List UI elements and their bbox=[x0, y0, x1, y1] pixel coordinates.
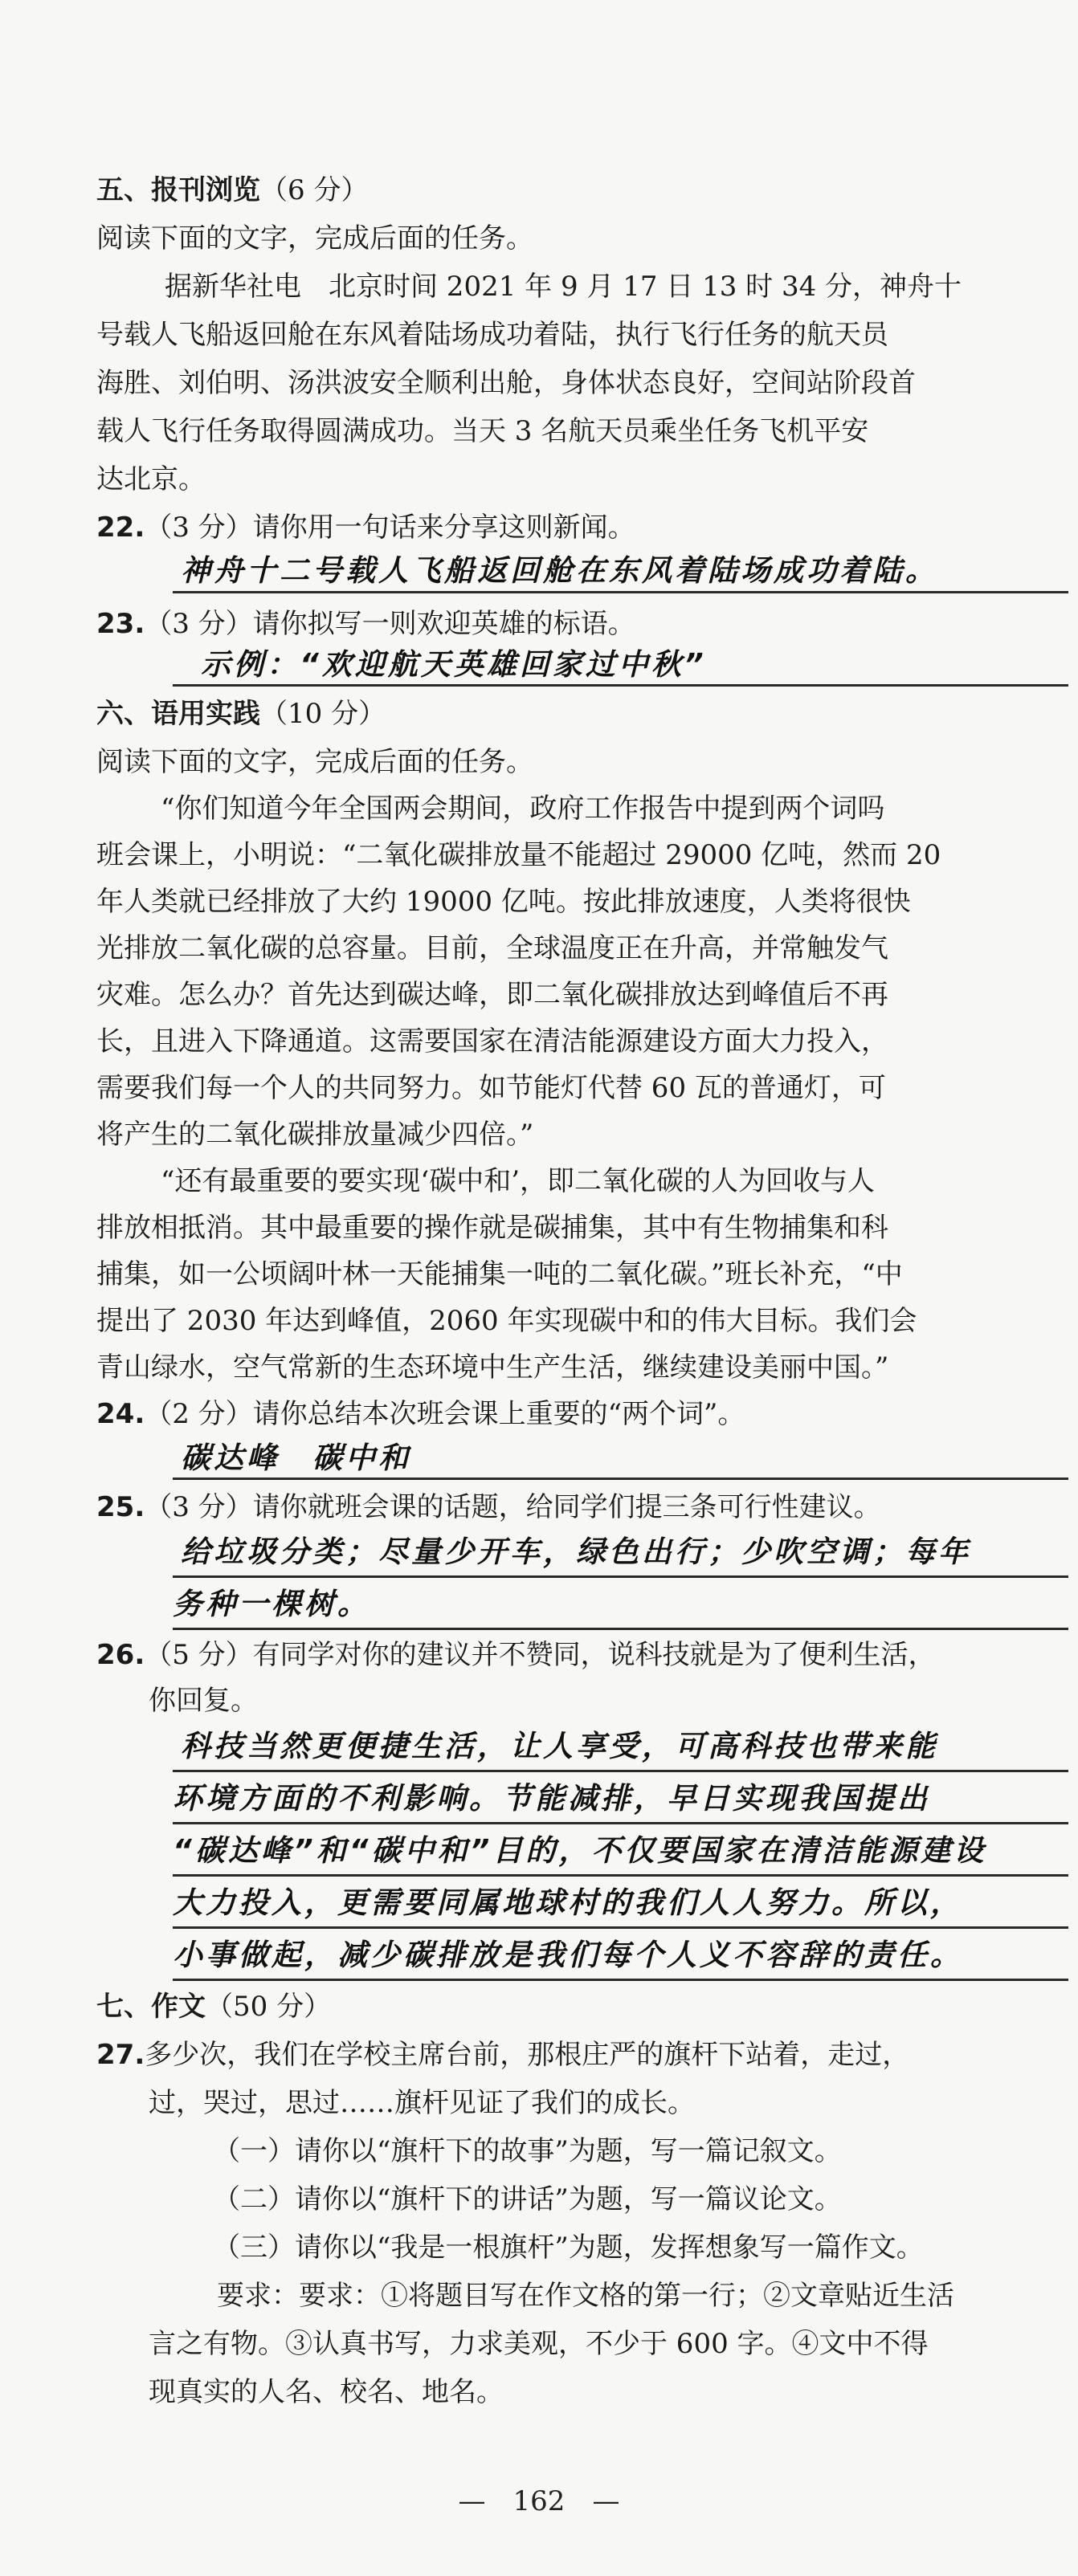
section7-title: 七、作文 bbox=[96, 1991, 206, 2023]
answer-26-line: 小事做起，减少碳排放是我们每个人义不容辞的责任。 bbox=[173, 1938, 963, 1972]
answer-line bbox=[173, 1770, 1068, 1772]
question-26 bbox=[96, 1635, 936, 1675]
section6-instruction: 阅读下面的文字，完成后面的任务。 bbox=[96, 746, 533, 778]
section6-title: 六、语用实践 bbox=[96, 698, 260, 730]
section5-instruction: 阅读下面的文字，完成后面的任务。 bbox=[96, 222, 533, 255]
question-text: （3 分）请你用一句话来分享这则新闻。 bbox=[145, 512, 635, 544]
passage-line: 班会课上，小明说：“二氧化碳排放量不能超过 29000 亿吨，然而 20 bbox=[96, 839, 941, 871]
news-line: 海胜、刘伯明、汤洪波安全顺利出舱，身体状态良好，空间站阶段首 bbox=[96, 367, 916, 399]
question-text: 多少次，我们在学校主席台前，那根庄严的旗杆下站着，走过， bbox=[145, 2039, 910, 2071]
question-number: 22. bbox=[96, 512, 145, 544]
passage-line: 年人类就已经排放了大约 19000 亿吨。按此排放速度，人类将很快 bbox=[96, 886, 911, 918]
passage-line: 需要我们每一个人的共同努力。如节能灯代替 60 瓦的普通灯，可 bbox=[96, 1072, 886, 1104]
essay-option: （三）请你以“我是一根旗杆”为题，发挥想象写一篇作文。 bbox=[213, 2232, 924, 2264]
question-27-line: 过，哭过，思过……旗杆见证了我们的成长。 bbox=[149, 2087, 695, 2119]
answer-line bbox=[173, 1628, 1068, 1630]
news-line: 载人飞行任务取得圆满成功。当天 3 名航天员乘坐任务飞机平安 bbox=[96, 415, 869, 447]
question-22 bbox=[96, 507, 635, 548]
question-25 bbox=[96, 1487, 881, 1527]
answer-line bbox=[173, 1575, 1068, 1578]
question-text: （3 分）请你拟写一则欢迎英雄的标语。 bbox=[145, 608, 635, 640]
passage-line: 长，且进入下降通道。这需要国家在清洁能源建设方面大力投入， bbox=[96, 1025, 888, 1058]
passage-line: “你们知道今年全国两会期间，政府工作报告中提到两个词吗 bbox=[161, 793, 885, 825]
passage-line: 排放相抵消。其中最重要的操作就是碳捕集，其中有生物捕集和科 bbox=[96, 1212, 888, 1244]
section6-score: （10 分） bbox=[260, 698, 386, 730]
essay-option: （一）请你以“旗杆下的故事”为题，写一篇记叙文。 bbox=[213, 2135, 842, 2167]
passage-line: “还有最重要的要实现‘碳中和’，即二氧化碳的人为回收与人 bbox=[161, 1165, 875, 1197]
passage-line: 青山绿水，空气常新的生态环境中生产生活，继续建设美丽中国。” bbox=[96, 1351, 889, 1384]
essay-option: （二）请你以“旗杆下的讲话”为题，写一篇议论文。 bbox=[213, 2183, 842, 2215]
question-text: （2 分）请你总结本次班会课上重要的“两个词”。 bbox=[145, 1398, 745, 1430]
essay-requirement: 现真实的人名、校名、地名。 bbox=[149, 2376, 504, 2408]
answer-26-line: “碳达峰”和“碳中和”目的，不仅要国家在清洁能源建设 bbox=[173, 1833, 987, 1868]
answer-line bbox=[173, 1926, 1068, 1929]
answer-line bbox=[173, 1822, 1068, 1824]
answer-26-line: 科技当然更便捷生活，让人享受，可高科技也带来能 bbox=[181, 1729, 938, 1763]
passage-line: 捕集，如一公顷阔叶林一天能捕集一吨的二氧化碳。”班长补充，“中 bbox=[96, 1258, 903, 1290]
question-23 bbox=[96, 604, 635, 644]
page-number: — 162 — bbox=[458, 2485, 620, 2517]
question-text: （5 分）有同学对你的建议并不赞同，说科技就是为了便利生活， bbox=[145, 1639, 936, 1671]
news-line: 号载人飞船返回舱在东风着陆场成功着陆，执行飞行任务的航天员 bbox=[96, 319, 888, 351]
answer-23: 示例：“欢迎航天英雄回家过中秋” bbox=[201, 647, 707, 682]
passage-line: 灾难。怎么办？首先达到碳达峰，即二氧化碳排放达到峰值后不再 bbox=[96, 979, 888, 1011]
passage-line: 将产生的二氧化碳排放量减少四倍。” bbox=[96, 1119, 534, 1151]
answer-26-line: 大力投入，更需要同属地球村的我们人人努力。所以， bbox=[173, 1885, 963, 1920]
answer-line bbox=[173, 1478, 1068, 1480]
section5-title: 五、报刊浏览 bbox=[96, 174, 260, 206]
section7-score: （50 分） bbox=[206, 1991, 332, 2023]
section5-score: （6 分） bbox=[260, 174, 369, 206]
answer-line bbox=[173, 684, 1068, 687]
passage-line: 提出了 2030 年达到峰值，2060 年实现碳中和的伟大目标。我们会 bbox=[96, 1305, 917, 1337]
news-line: 达北京。 bbox=[96, 463, 206, 495]
question-24 bbox=[96, 1394, 745, 1434]
question-26-continuation: 你回复。 bbox=[149, 1685, 258, 1717]
question-27 bbox=[96, 2035, 909, 2075]
question-number: 26. bbox=[96, 1639, 145, 1671]
answer-line bbox=[173, 591, 1068, 593]
answer-line bbox=[173, 1874, 1068, 1877]
question-number: 24. bbox=[96, 1398, 145, 1430]
essay-requirement: 言之有物。③认真书写，力求美观，不少于 600 字。④文中不得 bbox=[149, 2328, 929, 2360]
section6-heading bbox=[96, 694, 386, 734]
question-text: （3 分）请你就班会课的话题，给同学们提三条可行性建议。 bbox=[145, 1491, 881, 1523]
section5-heading bbox=[96, 170, 368, 210]
answer-line bbox=[173, 1979, 1068, 1981]
question-number: 27. bbox=[96, 2039, 145, 2071]
news-line: 据新华社电 北京时间 2021 年 9 月 17 日 13 时 34 分，神舟十 bbox=[165, 271, 962, 303]
essay-requirement: 要求：要求：①将题目写在作文格的第一行；②文章贴近生活 bbox=[217, 2280, 954, 2312]
question-number: 23. bbox=[96, 608, 145, 640]
question-number: 25. bbox=[96, 1491, 145, 1523]
answer-26-line: 环境方面的不利影响。节能减排，早日实现我国提出 bbox=[173, 1781, 930, 1816]
passage-line: 光排放二氧化碳的总容量。目前，全球温度正在升高，并常触发气 bbox=[96, 932, 888, 964]
answer-25-line: 务种一棵树。 bbox=[173, 1587, 370, 1621]
section7-heading bbox=[96, 1987, 331, 2027]
answer-25-line: 给垃圾分类；尽量少开车，绿色出行；少吹空调；每年 bbox=[181, 1535, 971, 1569]
answer-22: 神舟十二号载人飞船返回舱在东风着陆场成功着陆。 bbox=[181, 553, 938, 588]
answer-24: 碳达峰 碳中和 bbox=[181, 1441, 411, 1475]
